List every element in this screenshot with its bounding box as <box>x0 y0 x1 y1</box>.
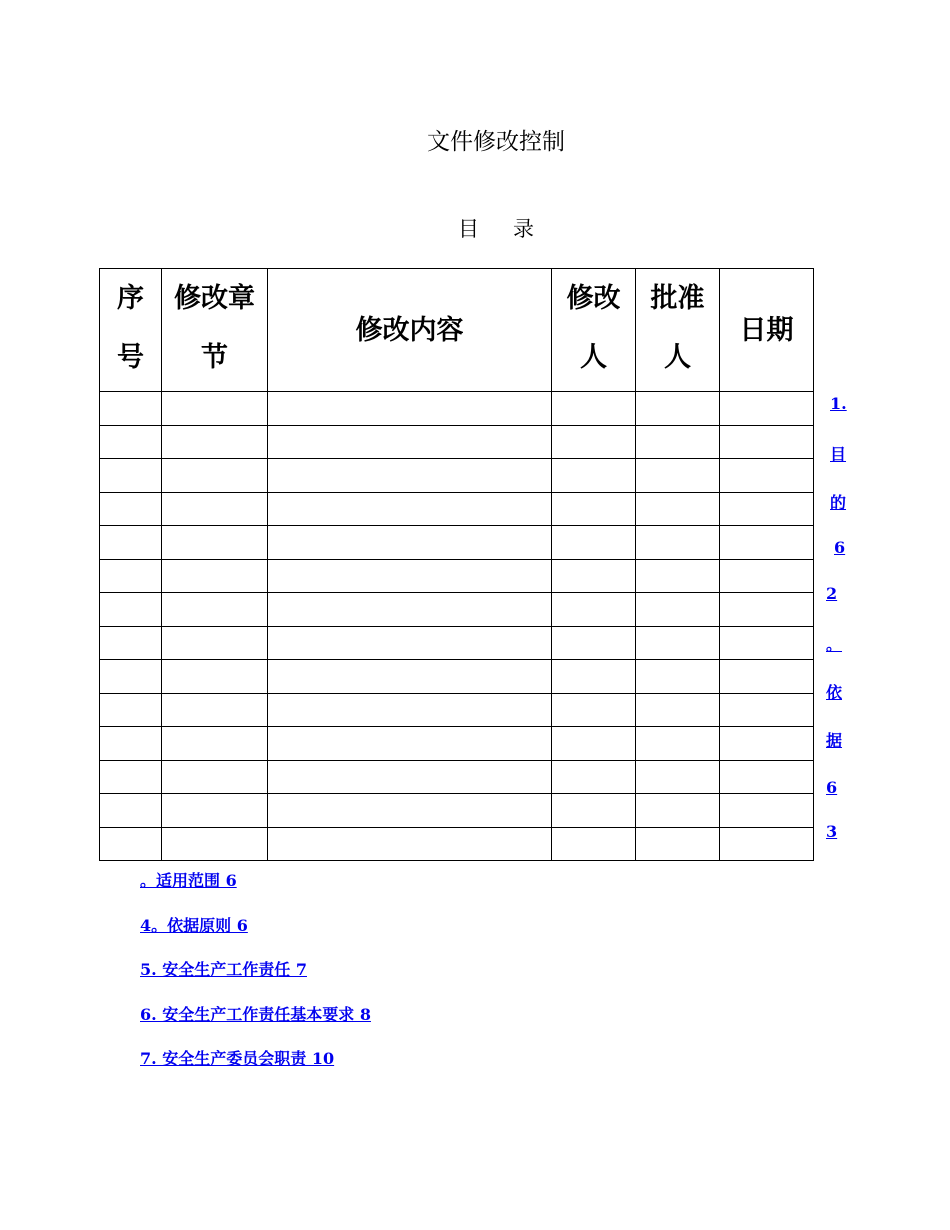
table-cell <box>720 526 814 560</box>
table-cell <box>720 392 814 426</box>
table-cell <box>720 459 814 493</box>
table-cell <box>162 693 268 727</box>
table-cell <box>268 459 552 493</box>
table-cell <box>552 459 636 493</box>
toc-side-link[interactable]: 6 <box>826 778 838 797</box>
table-cell <box>720 760 814 794</box>
table-cell <box>162 593 268 627</box>
table-cell <box>268 559 552 593</box>
table-cell <box>100 392 162 426</box>
table-cell <box>636 559 720 593</box>
table-cell <box>100 660 162 694</box>
table-cell <box>162 827 268 861</box>
table-cell <box>162 526 268 560</box>
revision-table-body <box>100 392 814 861</box>
table-cell <box>162 459 268 493</box>
table-cell <box>552 827 636 861</box>
toc-side-link[interactable]: 的 <box>830 493 847 512</box>
table-cell <box>720 492 814 526</box>
toc-list <box>140 868 371 1091</box>
table-row <box>100 626 814 660</box>
toc-heading <box>0 214 950 244</box>
table-cell <box>162 760 268 794</box>
toc-link-committee-duties[interactable]: 7. 安全生产委员会职责 10 <box>140 1049 335 1069</box>
table-cell <box>100 593 162 627</box>
table-cell <box>268 526 552 560</box>
table-cell <box>636 459 720 493</box>
table-cell <box>162 559 268 593</box>
table-cell <box>268 827 552 861</box>
table-cell <box>636 660 720 694</box>
table-cell <box>100 760 162 794</box>
table-cell <box>162 392 268 426</box>
table-cell <box>552 760 636 794</box>
table-cell <box>162 492 268 526</box>
table-cell <box>720 827 814 861</box>
toc-link-safety-responsibility[interactable]: 5. 安全生产工作责任 7 <box>140 960 307 980</box>
table-cell <box>552 727 636 761</box>
table-cell <box>720 593 814 627</box>
table-row <box>100 827 814 861</box>
table-cell <box>268 425 552 459</box>
table-cell <box>100 526 162 560</box>
table-cell <box>268 392 552 426</box>
table-row <box>100 727 814 761</box>
table-cell <box>268 794 552 828</box>
toc-side-link[interactable]: 2 <box>826 584 838 603</box>
table-cell <box>162 425 268 459</box>
table-cell <box>720 727 814 761</box>
toc-heading-right: 录 <box>513 217 534 241</box>
table-cell <box>162 727 268 761</box>
table-cell <box>552 559 636 593</box>
table-cell <box>720 794 814 828</box>
header-date: 日期 <box>720 269 814 392</box>
table-row <box>100 660 814 694</box>
toc-side-link[interactable]: 3 <box>826 822 838 841</box>
table-cell <box>636 492 720 526</box>
header-revision-content: 修改内容 <box>268 269 552 392</box>
toc-link-basic-requirements[interactable]: 6. 安全生产工作责任基本要求 8 <box>140 1004 371 1024</box>
table-cell <box>720 660 814 694</box>
table-cell <box>100 459 162 493</box>
table-row <box>100 693 814 727</box>
table-cell <box>636 526 720 560</box>
table-cell <box>268 660 552 694</box>
table-cell <box>268 492 552 526</box>
toc-side-link[interactable]: 依 <box>826 683 843 702</box>
table-cell <box>636 727 720 761</box>
table-cell <box>552 693 636 727</box>
table-cell <box>552 593 636 627</box>
document-title: 文件修改控制 <box>427 129 565 155</box>
table-cell <box>636 760 720 794</box>
table-cell <box>268 626 552 660</box>
table-row <box>100 593 814 627</box>
revision-table-header-row <box>100 269 814 392</box>
table-cell <box>720 626 814 660</box>
header-serial-number: 序 号 <box>100 269 162 392</box>
header-revised-section: 修改章 节 <box>162 269 268 392</box>
table-cell <box>100 626 162 660</box>
table-cell <box>552 794 636 828</box>
toc-side-link[interactable]: 目 <box>830 445 847 464</box>
table-cell <box>636 827 720 861</box>
toc-heading-left: 目 <box>458 217 479 241</box>
table-cell <box>100 492 162 526</box>
table-cell <box>552 526 636 560</box>
table-cell <box>100 559 162 593</box>
toc-side-link[interactable]: 1. <box>830 394 847 413</box>
table-cell <box>636 593 720 627</box>
header-revised-by: 修改 人 <box>552 269 636 392</box>
table-cell <box>268 760 552 794</box>
table-cell <box>100 727 162 761</box>
revision-table <box>99 268 814 861</box>
table-cell <box>636 425 720 459</box>
table-cell <box>552 492 636 526</box>
table-cell <box>100 693 162 727</box>
table-row <box>100 459 814 493</box>
table-row <box>100 794 814 828</box>
table-row <box>100 559 814 593</box>
table-cell <box>636 794 720 828</box>
table-row <box>100 392 814 426</box>
table-cell <box>162 626 268 660</box>
table-cell <box>162 660 268 694</box>
table-cell <box>162 794 268 828</box>
table-row <box>100 425 814 459</box>
toc-link-principles[interactable]: 4。依据原则 6 <box>140 915 248 935</box>
table-cell <box>100 425 162 459</box>
table-cell <box>720 559 814 593</box>
header-approved-by: 批准 人 <box>636 269 720 392</box>
toc-link-scope[interactable]: 。适用范围 6 <box>140 871 237 890</box>
table-cell <box>268 593 552 627</box>
toc-side-link[interactable]: 6 <box>834 538 846 557</box>
table-cell <box>636 626 720 660</box>
table-cell <box>636 693 720 727</box>
table-cell <box>552 626 636 660</box>
toc-side-link[interactable]: 。 <box>826 635 843 654</box>
table-row <box>100 760 814 794</box>
table-cell <box>552 425 636 459</box>
table-row <box>100 526 814 560</box>
table-cell <box>552 392 636 426</box>
table-cell <box>268 727 552 761</box>
table-cell <box>720 693 814 727</box>
table-cell <box>100 827 162 861</box>
table-row <box>100 492 814 526</box>
toc-side-link[interactable]: 据 <box>826 731 843 750</box>
table-cell <box>268 693 552 727</box>
table-cell <box>552 660 636 694</box>
table-cell <box>720 425 814 459</box>
table-cell <box>636 392 720 426</box>
table-cell <box>100 794 162 828</box>
